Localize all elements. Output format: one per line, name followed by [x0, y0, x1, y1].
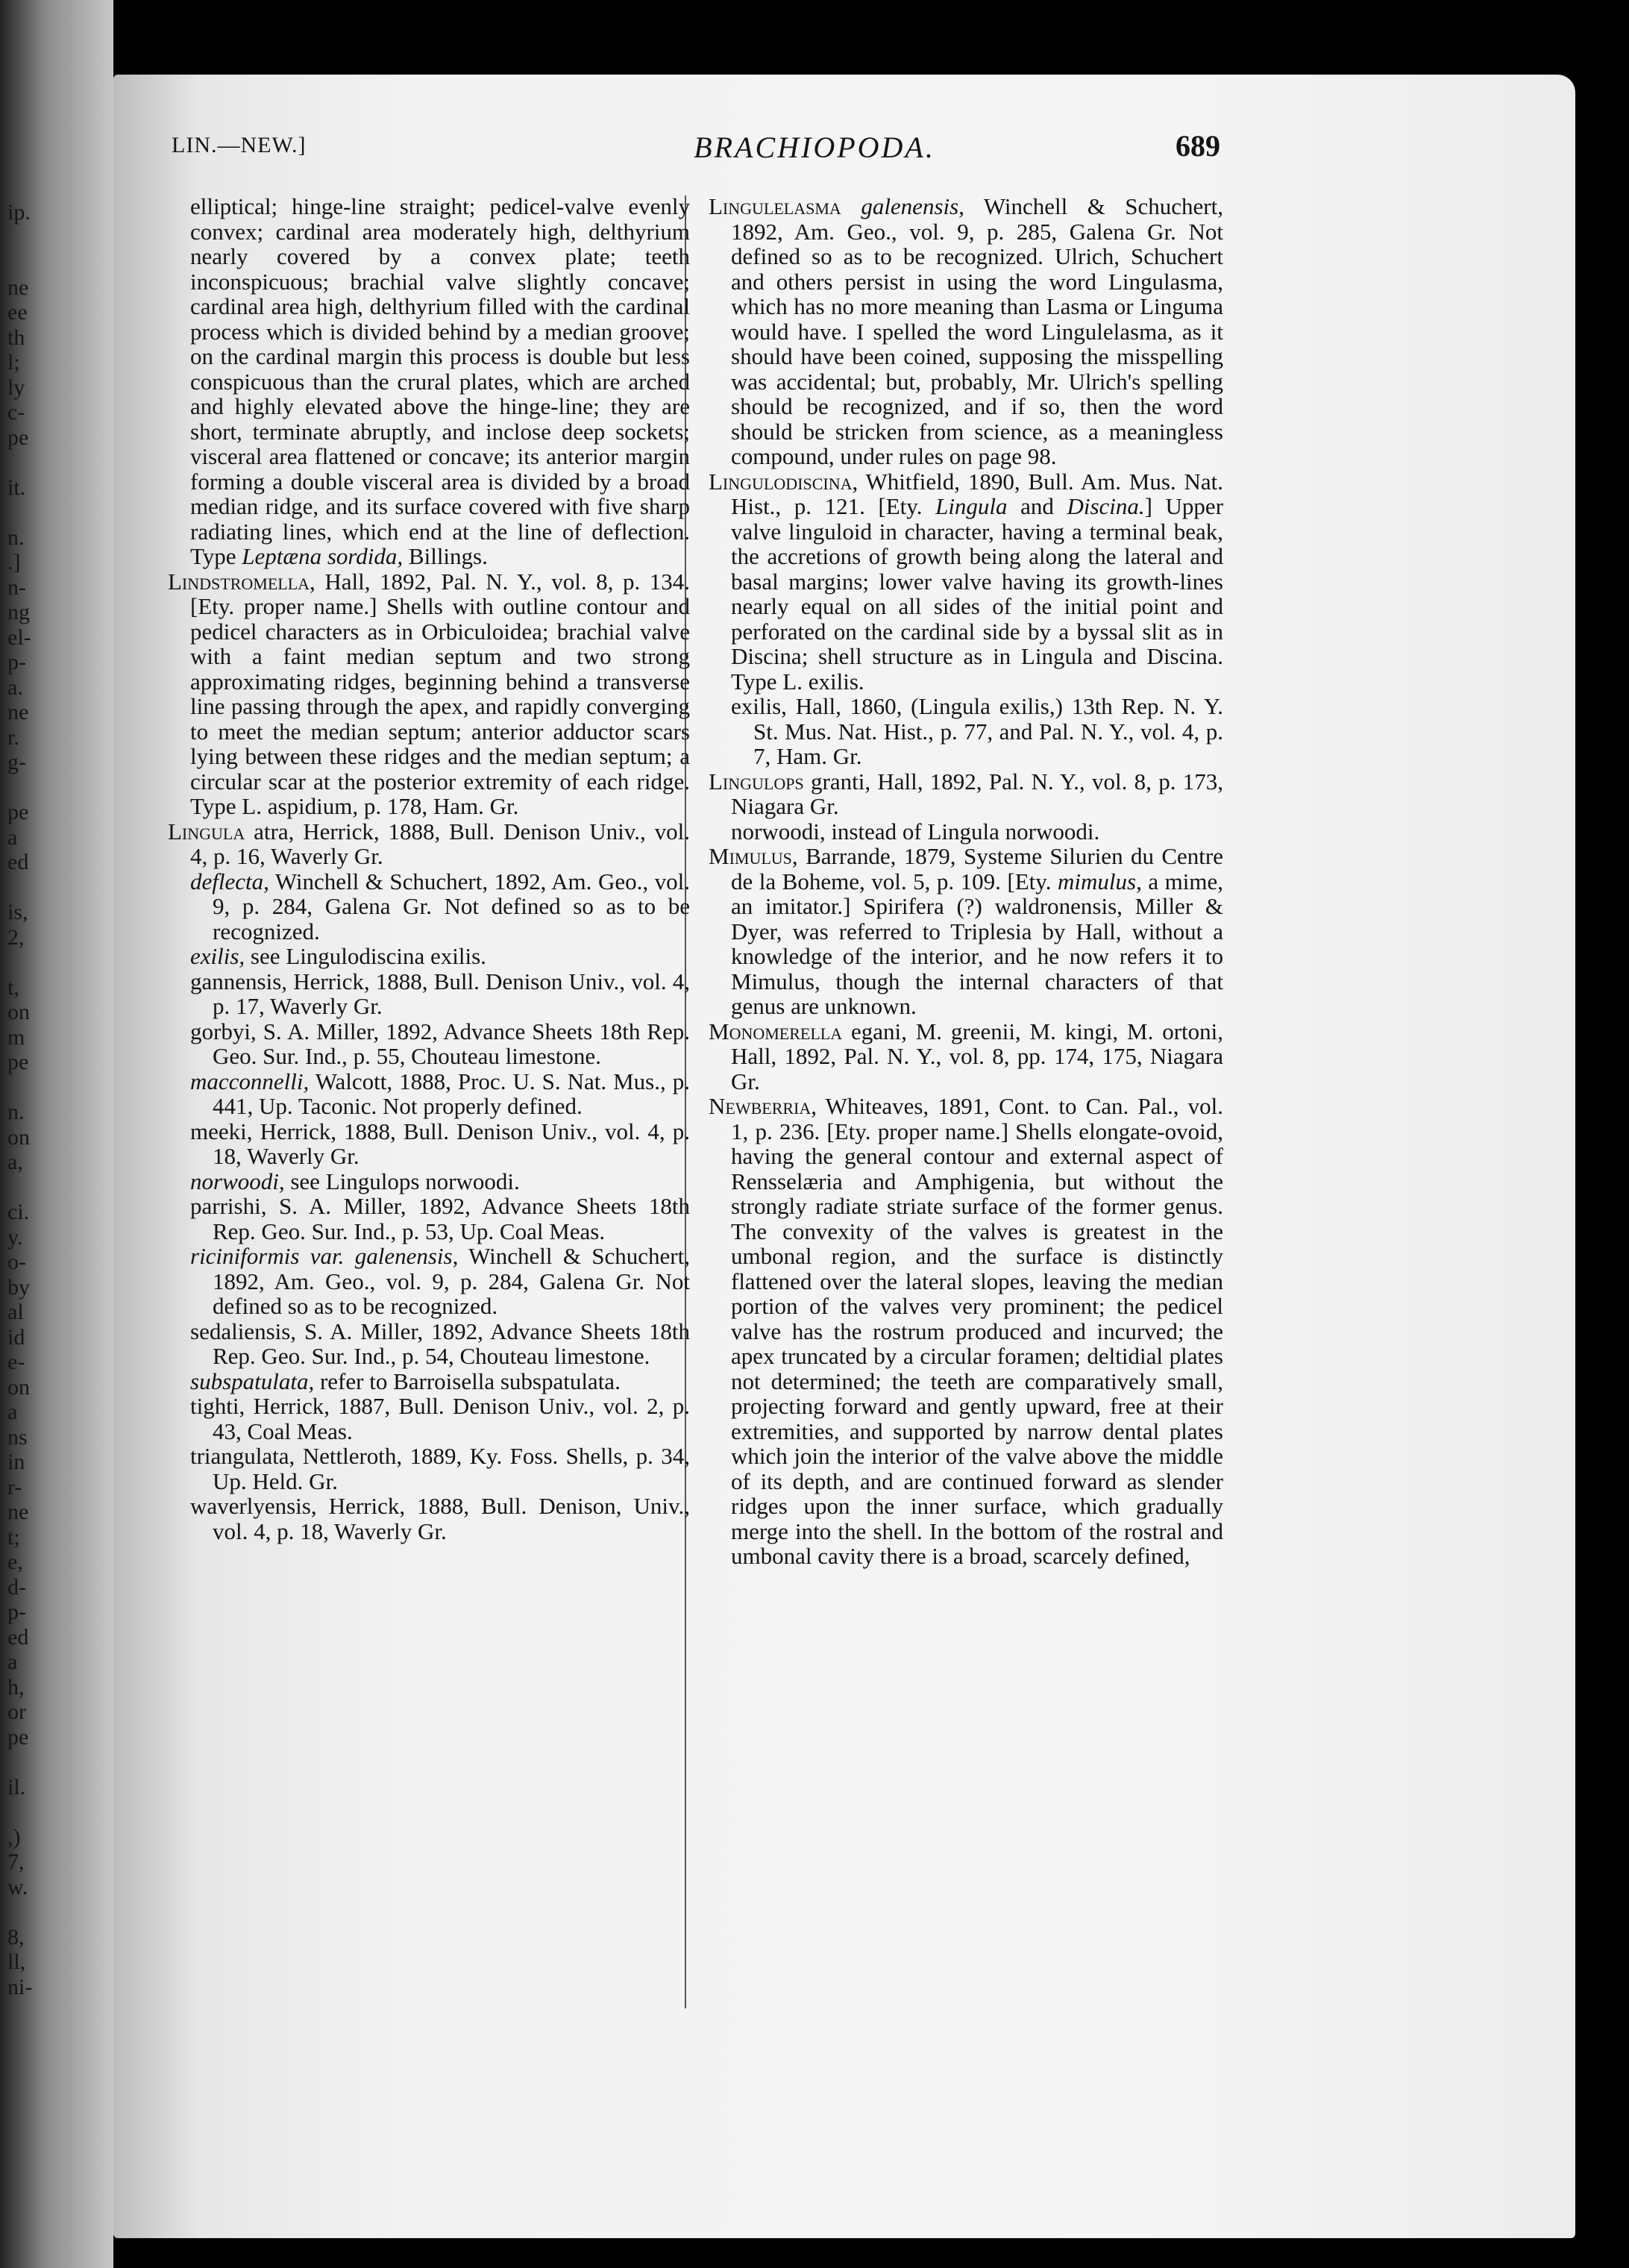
entry-mimulus: Mimulus, Barrande, 1879, Systeme Silurien du Centre de la Boheme, vol. 5, p. 109. [Ety. mimulus, a mime, an imitator.] Spirifera (?) waldronensis, Miller & Dyer, was referred to Triplesia by Hall, without a knowledge of the interior, and he now refers it to Mimulus, though the internal characters of that genus are unknown. [709, 843, 1223, 1019]
margin-fragment [7, 225, 104, 251]
species-citation: Winchell & Schuchert, 1892, Am. Geo., vol. 9, p. 284, Galena Gr. Not defined so as to be recognized. [213, 868, 690, 945]
entry-newberria: Newberria, Whiteaves, 1891, Cont. to Can. Pal., vol. 1, p. 236. [Ety. proper name.] Shells elongate-ovoid, having the general contour and external aspect of Rensselæria and Amphigenia, but without the strongly radiate striate surface of the former genus. The convexity of the valves is greatest in the umbonal region, and the surface is distinctly flattened over the lateral slopes, leaving the median portion of the valves very prominent; the pedicel valve has the rostrum produced and incurved; the apex truncated by a circular foramen; deltidial plates not determined; the teeth are comparatively small, projecting forward and gently upward, free at their extremities, and supported by narrow dental plates which join the interior of the valve above the middle of its depth, and are continued forward as slender ridges upon the inner surface, which gradually merge into the shell. In the bottom of the rostral and umbonal cavity there is a broad, scarcely defined, [709, 1093, 1223, 1569]
margin-fragment: or [7, 1700, 26, 1724]
margin-fragment [7, 500, 104, 525]
species-citation: Herrick, 1887, Bull. Denison Univ., vol. 2, p. 43, Coal Meas. [213, 1393, 690, 1444]
margin-fragment: a [7, 1400, 18, 1424]
margin-fragment: r. [7, 724, 19, 750]
margin-fragment: ne [7, 700, 29, 724]
species-entry [168, 1369, 690, 1394]
species-name: macconnelli, [190, 1068, 310, 1094]
margin-fragment [7, 1749, 104, 1775]
species-citation: Herrick, 1888, Bull. Denison Univ., vol. 4, p. 18, Waverly Gr. [213, 1118, 690, 1169]
genus-name: Lingulodiscina, [709, 468, 859, 495]
species-citation: refer to Barroisella subspatulata. [319, 1368, 621, 1394]
margin-fragment: .] [7, 550, 21, 574]
margin-fragment: ly [7, 375, 25, 400]
species-name: sedaliensis, [190, 1318, 297, 1344]
species-entry [168, 869, 690, 945]
margin-fragment: o- [7, 1250, 26, 1274]
page-number: 689 [1176, 129, 1220, 163]
lingula-species-list [168, 869, 690, 1544]
margin-fragment: g- [7, 750, 26, 774]
species-name: gannensis, [190, 968, 288, 994]
species-entry [168, 1169, 690, 1194]
species-entry [168, 1319, 690, 1369]
margin-fragment: n. [7, 524, 25, 550]
margin-fragment: ed [7, 850, 29, 874]
margin-fragment: m [7, 1024, 25, 1050]
margin-fragment: on [7, 1000, 30, 1024]
margin-fragment: a [7, 1650, 18, 1674]
species-name: triangulata, [190, 1443, 295, 1469]
entry-lingulelasma: Lingulelasma galenensis, Winchell & Schuchert, 1892, Am. Geo., vol. 9, p. 285, Galena Gr. Not defined so as to be recognized. Ulrich, Schuchert and others persist in using the word Lingulasma, which has no more meaning than Lasma or Linguma would have. I spelled the word Lingulelasma, as it should have been coined, supposing the misspelling was accidental; but, probably, Mr. Ulrich's spelling should be recognized, and if so, then the word should be stricken from science, as a meaningless compound, under rules on page 98. [709, 193, 1223, 469]
genus-name: Lingula [168, 818, 245, 845]
margin-fragment: ip. [7, 200, 31, 225]
margin-fragment [7, 1799, 104, 1825]
margin-fragment [7, 1075, 104, 1100]
margin-fragment: e, [7, 1550, 23, 1574]
margin-fragment: p- [7, 650, 26, 674]
margin-fragment: 2, [7, 924, 25, 950]
species-citation: S. A. Miller, 1892, Advance Sheets 18th Rep. Geo. Sur. Ind., p. 55, Chouteau limestone. [213, 1018, 690, 1069]
section-title: BRACHIOPODA. [694, 131, 935, 164]
margin-fragment: t, [7, 974, 19, 1000]
species-citation: see Lingulops norwoodi. [290, 1168, 520, 1194]
right-column [709, 194, 1223, 1569]
entry-monomerella: Monomerella egani, M. greenii, M. kingi, M. ortoni, Hall, 1892, Pal. N. Y., vol. 8, pp. 174, 175, Niagara Gr. [709, 1018, 1223, 1094]
species-name: exilis, [190, 943, 245, 969]
margin-fragment: 7, [7, 1849, 25, 1874]
entry-lindstromella: Lindstromella, Hall, 1892, Pal. N. Y., vol. 8, p. 134. [Ety. proper name.] Shells with outline contour and pedicel characters as in Orbiculoidea; brachial valve with a faint median septum and two strong approximating ridges, beginning behind a transverse line passing through the apex, and rapidly converging to meet the median septum; anterior adductor scars lying between these ridges and the median septum; a circular scar at the posterior extremity of each ridge. Type L. aspidium, p. 178, Ham. Gr. [168, 568, 691, 819]
margin-fragment: id [7, 1324, 25, 1350]
margin-fragment: e- [7, 1350, 25, 1374]
margin-fragment [7, 950, 104, 975]
margin-fragment [7, 775, 104, 801]
margin-fragment: n- [7, 574, 26, 600]
species-entry [168, 1019, 690, 1069]
genus-name: Mimulus, [709, 843, 798, 869]
margin-fragment: pe [7, 800, 29, 824]
margin-fragment: a. [7, 674, 23, 700]
species-entry [168, 1244, 690, 1319]
genus-name: Lingulelasma [709, 193, 841, 219]
margin-fragment: ed [7, 1624, 29, 1650]
margin-fragment: th [7, 325, 25, 350]
entry-lingula: Lingula atra, Herrick, 1888, Bull. Denison Univ., vol. 4, p. 16, Waverly Gr. [168, 818, 691, 869]
margin-fragment: ,) [7, 1824, 21, 1849]
species-entry [168, 1069, 690, 1119]
species-name: gorbyi, [190, 1018, 257, 1044]
margin-fragment: is, [7, 900, 28, 924]
running-head: LIN.—NEW.] [172, 133, 307, 157]
margin-fragment [7, 1899, 104, 1925]
adjacent-page-fragments [7, 200, 104, 1999]
margin-fragment: by [7, 1274, 30, 1300]
margin-fragment: c- [7, 400, 25, 425]
genus-name: Monomerella [709, 1018, 843, 1044]
species-citation: S. A. Miller, 1892, Advance Sheets 18th Rep. Geo. Sur. Ind., p. 54, Chouteau limestone. [213, 1318, 691, 1369]
species-entry [168, 1444, 690, 1494]
entry-lingulops: Lingulops granti, Hall, 1892, Pal. N. Y., vol. 8, p. 173, Niagara Gr. [709, 768, 1223, 819]
species-citation: see Lingulodiscina exilis. [250, 943, 486, 969]
adjacent-page-strip [0, 0, 113, 2268]
margin-fragment: n. [7, 1100, 25, 1124]
margin-fragment: l; [7, 350, 20, 375]
species-name: tighti, [190, 1393, 245, 1419]
margin-fragment: ng [7, 600, 30, 624]
entry-lingulodiscina-exilis: exilis, Hall, 1860, (Lingula exilis,) 13th Rep. N. Y. St. Mus. Nat. Hist., p. 77, and Pal. N. Y., vol. 4, p. 7, Ham. Gr. [731, 693, 1223, 769]
margin-fragment [7, 875, 104, 900]
margin-fragment: ni- [7, 1974, 33, 1999]
genus-name: Lindstromella, [168, 568, 316, 595]
margin-fragment: r- [7, 1474, 22, 1500]
margin-fragment: w. [7, 1874, 28, 1899]
species-name: meeki, [190, 1118, 253, 1144]
genus-name: Newberria, [709, 1093, 817, 1119]
margin-fragment: ll, [7, 1949, 26, 1974]
margin-fragment [7, 1175, 104, 1200]
margin-fragment: al [7, 1300, 24, 1324]
species-name: deflecta, [190, 868, 269, 895]
margin-fragment: h, [7, 1674, 25, 1700]
margin-fragment: pe [7, 425, 29, 450]
margin-fragment: ee [7, 300, 28, 325]
margin-fragment: a [7, 824, 18, 850]
species-citation: Winchell & Schuchert, 1892, Am. Geo., vol. 9, p. 284, Galena Gr. Not defined so as to be recognized. [213, 1243, 690, 1319]
margin-fragment [7, 250, 104, 275]
margin-fragment: 8, [7, 1924, 25, 1949]
species-citation: Nettleroth, 1889, Ky. Foss. Shells, p. 34, Up. Held. Gr. [213, 1443, 690, 1494]
species-entry [168, 1394, 690, 1444]
margin-fragment: ne [7, 1500, 29, 1524]
species-name: riciniformis var. galenensis, [190, 1243, 459, 1269]
margin-fragment: on [7, 1124, 30, 1150]
entry-lingulops-norwoodi: norwoodi, instead of Lingula norwoodi. [731, 818, 1100, 845]
species-entry [168, 969, 690, 1019]
species-name: norwoodi, [190, 1168, 285, 1194]
margin-fragment: pe [7, 1050, 29, 1074]
species-entry [168, 1194, 690, 1244]
species-citation: Herrick, 1888, Bull. Denison, Univ., vol. 4, p. 18, Waverly Gr. [213, 1493, 690, 1544]
species-citation: Walcott, 1888, Proc. U. S. Nat. Mus., p. 441, Up. Taconic. Not properly defined. [213, 1068, 690, 1119]
species-citation: Herrick, 1888, Bull. Denison Univ., vol. 4, p. 17, Waverly Gr. [213, 968, 691, 1019]
species-entry [168, 1494, 690, 1544]
margin-fragment: ci. [7, 1200, 30, 1224]
margin-fragment [7, 450, 104, 475]
margin-fragment: d- [7, 1574, 26, 1600]
margin-fragment: y. [7, 1224, 23, 1250]
margin-fragment: p- [7, 1600, 26, 1624]
species-entry [168, 1119, 690, 1169]
genus-name: Lingulops [709, 768, 804, 795]
margin-fragment: il. [7, 1774, 26, 1799]
species-name: subspatulata, [190, 1368, 315, 1394]
margin-fragment: el- [7, 624, 31, 650]
left-column [168, 194, 690, 1544]
margin-fragment: it. [7, 474, 26, 500]
margin-fragment: a, [7, 1150, 23, 1174]
species-name: waverlyensis, [190, 1493, 317, 1519]
page-header [0, 129, 1629, 178]
species-citation: S. A. Miller, 1892, Advance Sheets 18th Rep. Geo. Sur. Ind., p. 53, Up. Coal Meas. [213, 1193, 691, 1244]
species-name: parrishi, [190, 1193, 267, 1219]
species-entry [168, 944, 690, 969]
margin-fragment: on [7, 1374, 30, 1400]
entry-lingulodiscina: Lingulodiscina, Whitfield, 1890, Bull. Am. Mus. Nat. Hist., p. 121. [Ety. Lingula and Discina.] Upper valve linguloid in character, having a terminal beak, the accretions of growth being along the lateral and basal margins; lower valve having its growth-lines nearly equal on all sides of the initial point and perforated on the cardinal side by a byssal slit as in Discina; shell structure as in Lingula and Discina. Type L. exilis. [709, 468, 1224, 695]
entry-continuation: elliptical; hinge-line straight; pedicel-valve evenly convex; cardinal area moderately high, delthyrium nearly covered by a convex plate; teeth inconspicuous; brachial valve slightly concave; cardinal area high, delthyrium filled with the cardinal process which is divided behind by a median groove; on the cardinal margin this process is double but less conspicuous than the crural plates, which are arched and highly elevated above the hinge-line; they are short, terminate abruptly, and inclose deep sockets; visceral area flattened or concave; its anterior margin forming a double visceral area is divided by a broad median ridge, and its surface covered with five sharp radiating lines, which end at the line of deflection. Type Leptæna sordida, Billings. [190, 193, 690, 569]
margin-fragment: t; [7, 1524, 20, 1550]
margin-fragment: ns [7, 1424, 28, 1450]
margin-fragment: in [7, 1450, 25, 1474]
margin-fragment: ne [7, 275, 29, 300]
margin-fragment: pe [7, 1724, 29, 1749]
